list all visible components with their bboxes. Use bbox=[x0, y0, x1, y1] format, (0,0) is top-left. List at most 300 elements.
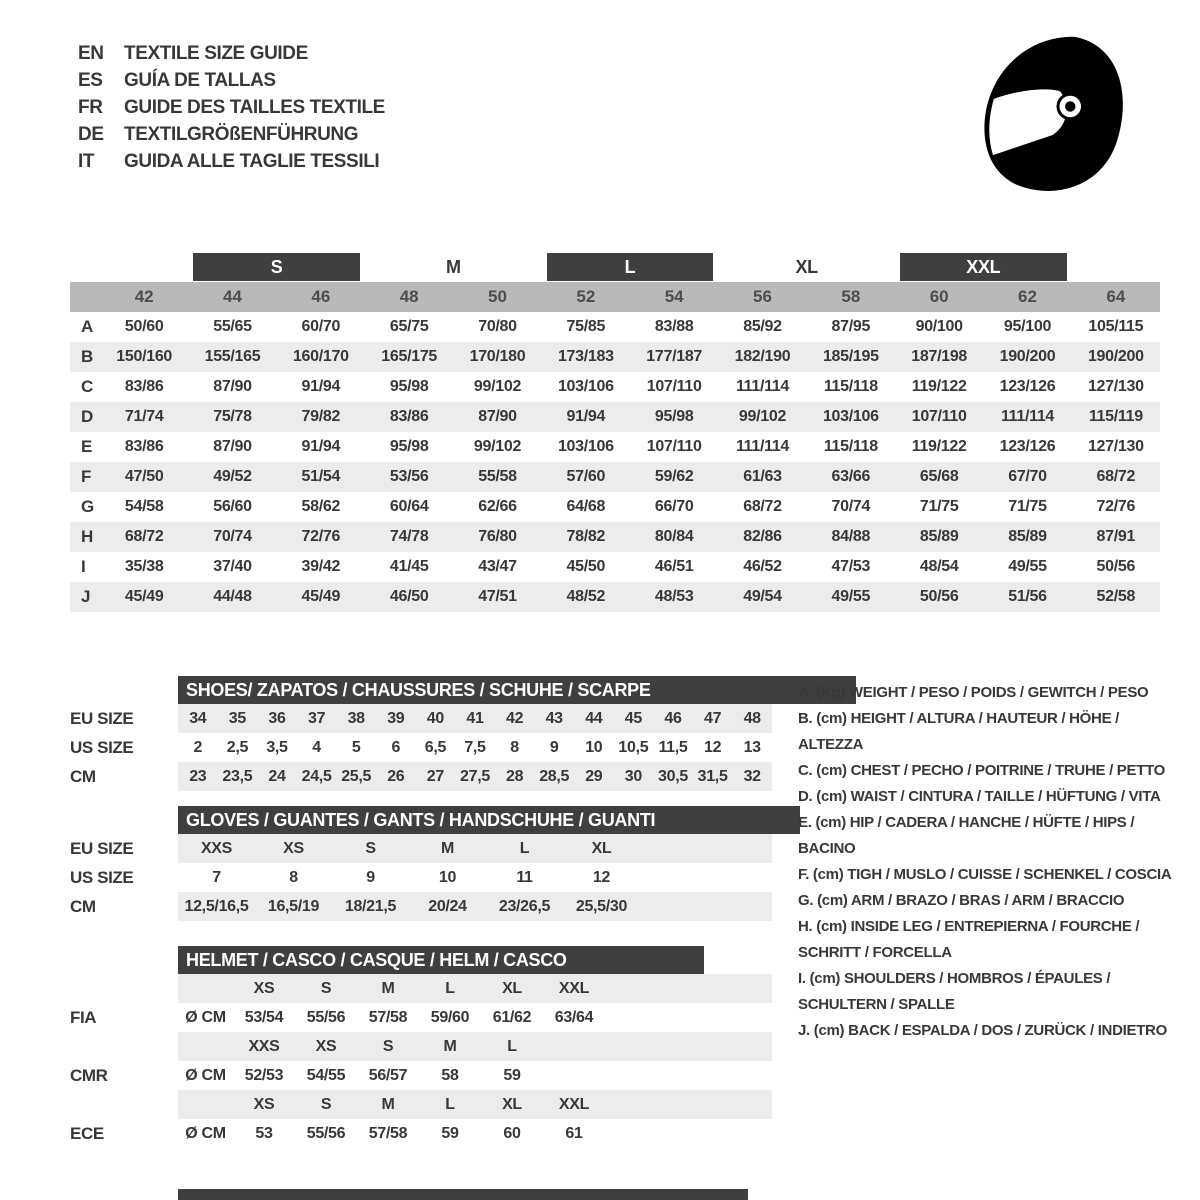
data-cell: 70/74 bbox=[213, 528, 252, 545]
data-cell: 95/100 bbox=[1003, 318, 1052, 335]
data-cell: 107/110 bbox=[911, 408, 967, 425]
helmet-size-header-fia bbox=[70, 974, 800, 1003]
data-cell: 56/57 bbox=[368, 1066, 408, 1084]
data-cell: 9 bbox=[366, 868, 375, 886]
row-label: H bbox=[81, 527, 93, 546]
data-cell: 50/56 bbox=[919, 588, 959, 605]
unit-cell: Ø CM bbox=[185, 1066, 226, 1084]
size-number-cell: 42 bbox=[134, 287, 154, 306]
row-label: I bbox=[81, 557, 86, 576]
data-cell: 99/102 bbox=[738, 408, 787, 425]
data-cell: 87/95 bbox=[831, 318, 871, 335]
size-number-cell: 46 bbox=[311, 287, 331, 306]
size-letter-cell: XS bbox=[253, 979, 275, 997]
data-cell: 59/60 bbox=[430, 1008, 470, 1026]
size-row-us-size bbox=[70, 863, 800, 892]
helmet-values-fia bbox=[70, 1003, 800, 1032]
data-cell: 58 bbox=[441, 1066, 459, 1084]
measure-row-c bbox=[70, 372, 1160, 402]
data-cell: 47/50 bbox=[124, 468, 164, 485]
data-cell: M bbox=[440, 839, 455, 857]
data-cell: 57/60 bbox=[566, 468, 606, 485]
measure-row-i bbox=[70, 552, 1160, 582]
data-cell: 70/80 bbox=[478, 318, 517, 335]
legend-item: A. (Kg) WEIGHT / PESO / POIDS / GEWITCH / PESO bbox=[798, 684, 1149, 701]
shoes-section bbox=[70, 676, 800, 791]
row-cells bbox=[178, 1061, 772, 1090]
data-cell: 68/72 bbox=[124, 528, 164, 545]
size-row-cm bbox=[70, 892, 800, 921]
data-cell: 58/62 bbox=[301, 498, 341, 515]
language-list bbox=[78, 40, 385, 175]
legend-item: I. (cm) SHOULDERS / HOMBROS / ÉPAULES / SCHULTERN / SPALLE bbox=[798, 970, 1111, 1013]
data-cell: 83/86 bbox=[124, 378, 164, 395]
unit-cell: Ø CM bbox=[185, 1124, 226, 1142]
size-group-s: S bbox=[193, 253, 360, 281]
size-letter-cell: M bbox=[381, 979, 395, 997]
row-cells bbox=[178, 1090, 772, 1119]
data-cell: 53/56 bbox=[389, 468, 429, 485]
language-title: GUIDA ALLE TAGLIE TESSILI bbox=[124, 151, 380, 172]
data-cell: 75/78 bbox=[213, 408, 252, 425]
language-item bbox=[78, 148, 385, 175]
data-cell: 7 bbox=[212, 868, 221, 886]
data-cell: 13 bbox=[743, 738, 761, 756]
data-cell: 50/56 bbox=[1096, 558, 1136, 575]
data-cell: 71/75 bbox=[919, 498, 959, 515]
data-cell: 16,5/19 bbox=[267, 897, 320, 915]
data-cell: 111/114 bbox=[735, 378, 790, 395]
data-cell: 119/122 bbox=[911, 438, 967, 455]
group-spacer bbox=[100, 252, 188, 282]
data-cell: 49/52 bbox=[213, 468, 252, 485]
size-row-eu-size bbox=[70, 704, 800, 733]
data-cell: 24,5 bbox=[301, 767, 332, 785]
legend-item: D. (cm) WAIST / CINTURA / TAILLE / HÜFTUNG / VITA bbox=[798, 788, 1161, 805]
data-cell: 78/82 bbox=[566, 528, 606, 545]
data-cell: 8 bbox=[289, 868, 298, 886]
data-cell: 35/38 bbox=[124, 558, 164, 575]
row-label: CMR bbox=[70, 1065, 108, 1085]
row-label: CM bbox=[70, 766, 96, 786]
data-cell: 66/70 bbox=[654, 498, 694, 515]
helmet-values-cmr bbox=[70, 1061, 800, 1090]
data-cell: 47/51 bbox=[478, 588, 517, 605]
data-cell: 59 bbox=[441, 1124, 459, 1142]
data-cell: 87/90 bbox=[478, 408, 517, 425]
data-cell: 182/190 bbox=[734, 348, 791, 365]
data-cell: 49/55 bbox=[1008, 558, 1047, 575]
data-cell: 53 bbox=[255, 1124, 273, 1142]
size-letter-cell: XXL bbox=[558, 1095, 590, 1113]
language-code: EN bbox=[78, 43, 104, 64]
data-cell: 27,5 bbox=[460, 767, 490, 785]
measure-row-d bbox=[70, 402, 1160, 432]
data-cell: 52/58 bbox=[1096, 588, 1136, 605]
data-cell: 70/74 bbox=[831, 498, 871, 515]
data-cell: 55/58 bbox=[478, 468, 517, 485]
data-cell: 30,5 bbox=[658, 767, 688, 785]
data-cell: 55/56 bbox=[306, 1124, 346, 1142]
data-cell: 42 bbox=[505, 709, 524, 727]
measurement-rows bbox=[70, 312, 1160, 612]
data-cell: 28 bbox=[505, 767, 524, 785]
data-cell: 55/65 bbox=[213, 318, 252, 335]
language-title: TEXTILE SIZE GUIDE bbox=[124, 43, 308, 64]
data-cell: 43 bbox=[545, 709, 563, 727]
data-cell: 38 bbox=[347, 709, 365, 727]
data-cell: 51/56 bbox=[1008, 588, 1047, 605]
data-cell: 60 bbox=[503, 1124, 521, 1142]
data-cell: 3,5 bbox=[266, 738, 288, 756]
data-cell: 119/122 bbox=[911, 378, 967, 395]
data-cell: 41 bbox=[466, 709, 484, 727]
size-letter-cell: L bbox=[507, 1037, 517, 1055]
data-cell: 67/70 bbox=[1008, 468, 1047, 485]
data-cell: 111/114 bbox=[735, 438, 790, 455]
data-cell: 185/195 bbox=[822, 348, 879, 365]
data-cell: 10,5 bbox=[618, 738, 649, 756]
size-letter-cell: L bbox=[445, 979, 455, 997]
data-cell: 170/180 bbox=[469, 348, 526, 365]
data-cell: 123/126 bbox=[999, 438, 1056, 455]
data-cell: 60/70 bbox=[301, 318, 341, 335]
data-cell: 30 bbox=[624, 767, 642, 785]
row-label: FIA bbox=[70, 1007, 97, 1027]
data-cell: 39 bbox=[387, 709, 405, 727]
data-cell: 49/55 bbox=[831, 588, 871, 605]
data-cell: 55/56 bbox=[306, 1008, 346, 1026]
data-cell: 25,5 bbox=[341, 767, 372, 785]
size-number-row bbox=[70, 282, 1160, 312]
data-cell: 83/86 bbox=[389, 408, 429, 425]
data-cell: 57/58 bbox=[368, 1008, 408, 1026]
measure-row-e bbox=[70, 432, 1160, 462]
data-cell: 37 bbox=[307, 709, 326, 727]
size-row-us-size bbox=[70, 733, 800, 762]
group-spacer bbox=[1072, 252, 1160, 282]
data-cell: 12 bbox=[592, 868, 611, 886]
data-cell: 45/49 bbox=[301, 588, 341, 605]
data-cell: 71/74 bbox=[124, 408, 164, 425]
language-item bbox=[78, 94, 385, 121]
helmet-values-ece bbox=[70, 1119, 800, 1148]
data-cell: 32 bbox=[743, 767, 761, 785]
data-cell: 46/51 bbox=[654, 558, 694, 575]
row-label: ECE bbox=[70, 1123, 104, 1143]
data-cell: 91/94 bbox=[301, 438, 341, 455]
data-cell: 54/55 bbox=[306, 1066, 346, 1084]
data-cell: 18/21,5 bbox=[344, 897, 397, 915]
data-cell: 41/45 bbox=[389, 558, 429, 575]
data-cell: 24 bbox=[268, 767, 286, 785]
data-cell: 115/119 bbox=[1088, 408, 1143, 425]
data-cell: 95/98 bbox=[654, 408, 694, 425]
data-cell: 46/52 bbox=[743, 558, 782, 575]
data-cell: 84/88 bbox=[831, 528, 871, 545]
row-cells bbox=[178, 892, 772, 921]
data-cell: 50/60 bbox=[124, 318, 164, 335]
row-label: CM bbox=[70, 896, 96, 916]
legend-item: J. (cm) BACK / ESPALDA / DOS / ZURÜCK / INDIETRO bbox=[798, 1022, 1167, 1039]
data-cell: 59 bbox=[503, 1066, 521, 1084]
unit-cell: Ø CM bbox=[185, 1008, 226, 1026]
data-cell: 46/50 bbox=[389, 588, 429, 605]
size-number-cell: 62 bbox=[1018, 287, 1037, 306]
row-label: J bbox=[81, 587, 91, 606]
row-cells bbox=[178, 1032, 772, 1061]
data-cell: 99/102 bbox=[473, 438, 522, 455]
language-title: TEXTILGRÖßENFÜHRUNG bbox=[124, 124, 359, 145]
data-cell: 72/76 bbox=[1096, 498, 1136, 515]
measure-row-b bbox=[70, 342, 1160, 372]
data-cell: 26 bbox=[387, 767, 405, 785]
data-cell: 53/54 bbox=[244, 1008, 284, 1026]
data-cell: 51/54 bbox=[301, 468, 341, 485]
legend-item: B. (cm) HEIGHT / ALTURA / HAUTEUR / HÖHE / ALTEZZA bbox=[798, 710, 1120, 753]
data-cell: 99/102 bbox=[473, 378, 522, 395]
data-cell: 11,5 bbox=[658, 738, 688, 756]
row-cells bbox=[178, 762, 772, 791]
row-cells bbox=[178, 1003, 772, 1032]
helmet-section-title: HELMET / CASCO / CASQUE / HELM / CASCO bbox=[178, 946, 704, 974]
data-cell: 43/47 bbox=[478, 558, 517, 575]
measure-row-j bbox=[70, 582, 1160, 612]
row-label: G bbox=[81, 497, 94, 516]
data-cell: 123/126 bbox=[999, 378, 1056, 395]
data-cell: 37/40 bbox=[213, 558, 252, 575]
data-cell: 63/66 bbox=[831, 468, 871, 485]
measurement-legend bbox=[798, 680, 1172, 1044]
legend-item: E. (cm) HIP / CADERA / HANCHE / HÜFTE / HIPS / BACINO bbox=[798, 814, 1135, 857]
data-cell: XS bbox=[283, 839, 304, 857]
data-cell: 83/88 bbox=[654, 318, 694, 335]
row-label: EU SIZE bbox=[70, 838, 134, 858]
data-cell: 10 bbox=[585, 738, 603, 756]
data-cell: 48/52 bbox=[566, 588, 606, 605]
data-cell: XL bbox=[591, 839, 612, 857]
data-cell: 44/48 bbox=[213, 588, 252, 605]
language-code: DE bbox=[78, 124, 104, 145]
data-cell: 45/50 bbox=[566, 558, 606, 575]
data-cell: 9 bbox=[549, 738, 559, 756]
textile-size-table bbox=[70, 252, 1160, 612]
size-group-xxl: XXL bbox=[900, 253, 1067, 281]
size-number-cell: 56 bbox=[753, 287, 772, 306]
language-item bbox=[78, 121, 385, 148]
measure-row-a bbox=[70, 312, 1160, 342]
size-number-cell: 48 bbox=[399, 287, 419, 306]
data-cell: 177/187 bbox=[646, 348, 703, 365]
row-cells bbox=[178, 1119, 772, 1148]
size-letter-cell: XS bbox=[315, 1037, 337, 1055]
legend-item: H. (cm) INSIDE LEG / ENTREPIERNA / FOURCHE / SCHRITT / FORCELLA bbox=[798, 918, 1140, 961]
size-number-cell: 54 bbox=[664, 287, 684, 306]
data-cell: 68/72 bbox=[743, 498, 782, 515]
data-cell: 6 bbox=[391, 738, 401, 756]
data-cell: 23,5 bbox=[222, 767, 253, 785]
size-number-cell: 60 bbox=[929, 287, 949, 306]
data-cell: 28,5 bbox=[539, 767, 570, 785]
row-cells bbox=[178, 863, 772, 892]
size-letter-cell: XS bbox=[253, 1095, 275, 1113]
language-title: GUÍA DE TALLAS bbox=[124, 70, 276, 91]
size-group-m: M bbox=[445, 256, 461, 277]
row-label: D bbox=[81, 407, 93, 426]
data-cell: 7,5 bbox=[464, 738, 486, 756]
data-cell: 34 bbox=[189, 709, 207, 727]
data-cell: 45/49 bbox=[124, 588, 164, 605]
data-cell: 60/64 bbox=[389, 498, 429, 515]
data-cell: 75/85 bbox=[566, 318, 606, 335]
measure-row-g bbox=[70, 492, 1160, 522]
helmet-size-header-cmr bbox=[70, 1032, 800, 1061]
data-cell: 65/75 bbox=[389, 318, 429, 335]
data-cell: 107/110 bbox=[646, 438, 702, 455]
row-label bbox=[70, 974, 178, 1003]
data-cell: 23/26,5 bbox=[498, 897, 551, 915]
row-label bbox=[70, 1032, 178, 1061]
data-cell: 107/110 bbox=[646, 378, 702, 395]
data-cell: 76/80 bbox=[478, 528, 517, 545]
data-cell: 39/42 bbox=[301, 558, 341, 575]
data-cell: 59/62 bbox=[654, 468, 694, 485]
row-label: B bbox=[81, 347, 93, 366]
size-number-cell: 44 bbox=[223, 287, 242, 306]
data-cell: 29 bbox=[585, 767, 603, 785]
helmet-icon bbox=[972, 30, 1140, 198]
data-cell: S bbox=[365, 839, 376, 857]
data-cell: 115/118 bbox=[823, 378, 878, 395]
data-cell: 91/94 bbox=[566, 408, 606, 425]
data-cell: 47 bbox=[703, 709, 722, 727]
row-cells bbox=[178, 974, 772, 1003]
language-title: GUIDE DES TAILLES TEXTILE bbox=[124, 97, 385, 118]
row-label: C bbox=[81, 377, 93, 396]
data-cell: 85/92 bbox=[743, 318, 782, 335]
row-label: F bbox=[81, 467, 92, 486]
helmet-size-header-ece bbox=[70, 1090, 800, 1119]
data-cell: 111/114 bbox=[1000, 408, 1055, 425]
data-cell: 127/130 bbox=[1087, 438, 1144, 455]
measure-row-h bbox=[70, 522, 1160, 552]
data-cell: 63/64 bbox=[554, 1008, 594, 1026]
data-cell: 87/90 bbox=[213, 378, 252, 395]
data-cell: 54/58 bbox=[124, 498, 164, 515]
data-cell: 190/200 bbox=[1087, 348, 1144, 365]
row-label bbox=[70, 1090, 178, 1119]
data-cell: 52/53 bbox=[244, 1066, 284, 1084]
size-row-cm bbox=[70, 762, 800, 791]
row-label: E bbox=[81, 437, 93, 456]
data-cell: 49/54 bbox=[743, 588, 782, 605]
size-letter-cell: L bbox=[445, 1095, 455, 1113]
row-cells bbox=[178, 834, 772, 863]
data-cell: 12 bbox=[703, 738, 722, 756]
data-cell: 48/53 bbox=[654, 588, 694, 605]
data-cell: 8 bbox=[510, 738, 519, 756]
language-code: FR bbox=[78, 97, 103, 118]
measure-row-f bbox=[70, 462, 1160, 492]
data-cell: 74/78 bbox=[389, 528, 429, 545]
data-cell: 46 bbox=[664, 709, 682, 727]
data-cell: 31,5 bbox=[697, 767, 728, 785]
size-letter-cell: XXL bbox=[558, 979, 590, 997]
language-item bbox=[78, 40, 385, 67]
size-number-cell: 52 bbox=[576, 287, 596, 306]
cropped-bottom-bar bbox=[178, 1189, 748, 1200]
gloves-section bbox=[70, 806, 800, 921]
shoes-section-title: SHOES/ ZAPATOS / CHAUSSURES / SCHUHE / SCARPE bbox=[178, 676, 856, 704]
row-label: US SIZE bbox=[70, 737, 134, 757]
data-cell: 165/175 bbox=[381, 348, 438, 365]
size-letter-cell: XL bbox=[502, 1095, 522, 1113]
size-letter-cell: S bbox=[320, 979, 332, 997]
data-cell: 103/106 bbox=[822, 408, 879, 425]
size-number-cell: 64 bbox=[1106, 287, 1126, 306]
data-cell: 44 bbox=[585, 709, 603, 727]
data-cell: 87/91 bbox=[1096, 528, 1136, 545]
data-cell: 36 bbox=[268, 709, 286, 727]
data-cell: 82/86 bbox=[743, 528, 782, 545]
data-cell: 20/24 bbox=[428, 897, 467, 915]
corner-spacer bbox=[70, 252, 100, 282]
row-cells bbox=[178, 704, 772, 733]
data-cell: 155/165 bbox=[204, 348, 261, 365]
size-letter-cell: XL bbox=[502, 979, 522, 997]
size-group-xl: XL bbox=[795, 256, 818, 277]
data-cell: 68/72 bbox=[1096, 468, 1136, 485]
size-letter-cell: M bbox=[381, 1095, 395, 1113]
data-cell: 103/106 bbox=[557, 378, 614, 395]
data-cell: 95/98 bbox=[389, 438, 429, 455]
legend-item: C. (cm) CHEST / PECHO / POITRINE / TRUHE / PETTO bbox=[798, 762, 1166, 779]
data-cell: 127/130 bbox=[1087, 378, 1144, 395]
size-letter-cell: XXS bbox=[248, 1037, 280, 1055]
data-cell: 65/68 bbox=[919, 468, 959, 485]
legend-item: F. (cm) TIGH / MUSLO / CUISSE / SCHENKEL / COSCIA bbox=[798, 866, 1172, 883]
data-cell: 173/183 bbox=[557, 348, 614, 365]
data-cell: 11 bbox=[516, 868, 533, 886]
legend-item: G. (cm) ARM / BRAZO / BRAS / ARM / BRACCIO bbox=[798, 892, 1125, 909]
size-number-cell: 50 bbox=[488, 287, 507, 306]
data-cell: 80/84 bbox=[654, 528, 694, 545]
data-cell: 71/75 bbox=[1008, 498, 1047, 515]
data-cell: 160/170 bbox=[292, 348, 349, 365]
data-cell: 61 bbox=[565, 1124, 583, 1142]
data-cell: 4 bbox=[312, 738, 321, 756]
data-cell: 27 bbox=[426, 767, 444, 785]
data-cell: 72/76 bbox=[301, 528, 341, 545]
size-letter-cell: S bbox=[320, 1095, 332, 1113]
row-cells bbox=[178, 733, 772, 762]
data-cell: 25,5/30 bbox=[575, 897, 628, 915]
language-code: ES bbox=[78, 70, 103, 91]
data-cell: 105/115 bbox=[1088, 318, 1144, 335]
data-cell: 87/90 bbox=[213, 438, 252, 455]
language-code: IT bbox=[78, 151, 95, 172]
data-cell: 10 bbox=[438, 868, 457, 886]
data-cell: 62/66 bbox=[478, 498, 517, 515]
data-cell: 190/200 bbox=[999, 348, 1056, 365]
data-cell: XXS bbox=[200, 839, 233, 857]
data-cell: 57/58 bbox=[368, 1124, 408, 1142]
size-group-l: L bbox=[547, 253, 714, 281]
data-cell: 40 bbox=[426, 709, 444, 727]
data-cell: 103/106 bbox=[557, 438, 614, 455]
data-cell: L bbox=[519, 839, 530, 857]
data-cell: 85/89 bbox=[919, 528, 959, 545]
